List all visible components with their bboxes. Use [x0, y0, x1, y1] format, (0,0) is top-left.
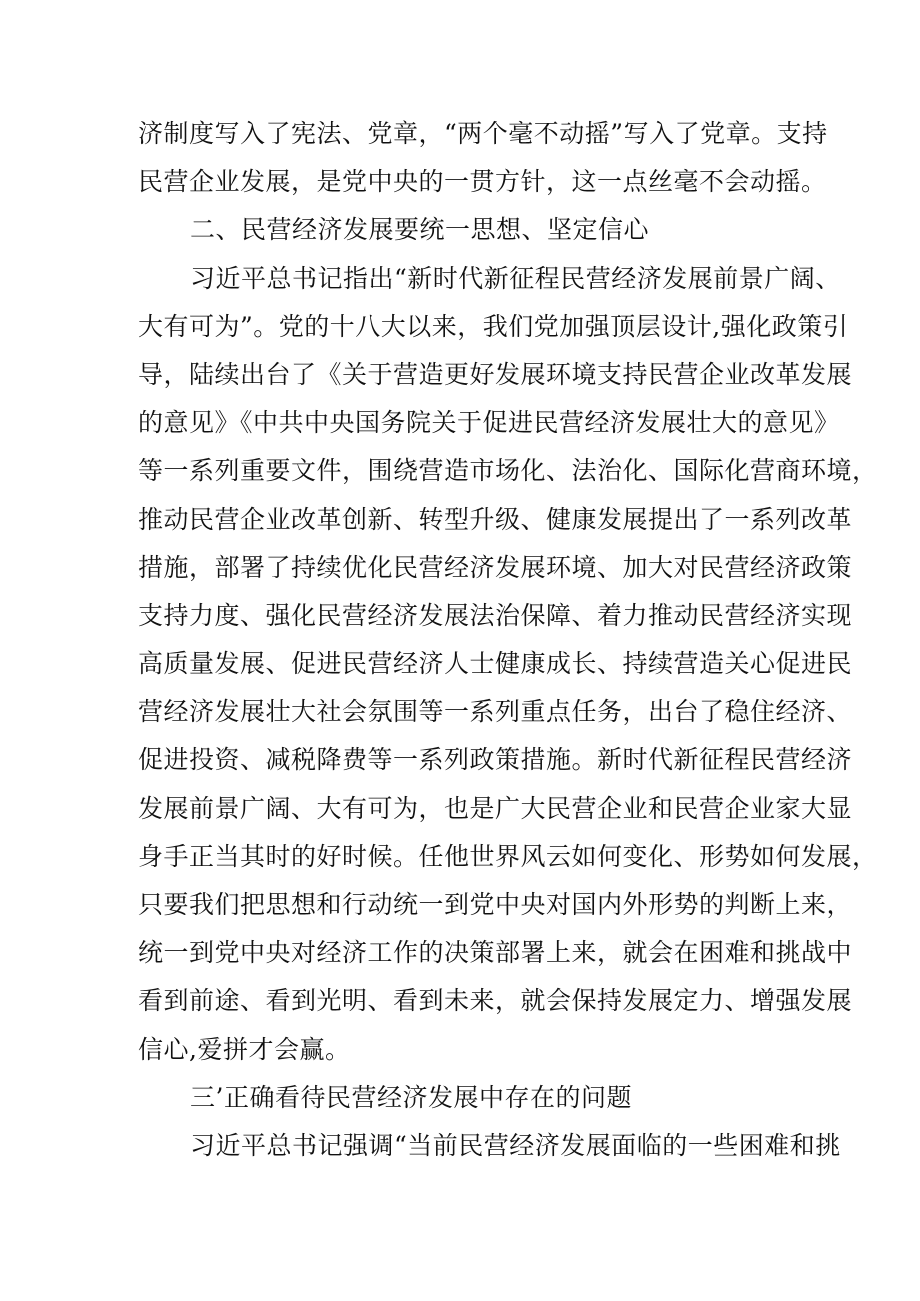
section-heading-3: 三’正确看待民营经济发展中存在的问题 [190, 1082, 632, 1112]
text-line: 发展前景广阔、大有可为，也是广大民营企业和民营企业家大显 [138, 793, 853, 823]
text-line: 信心,爱拼才会赢。 [138, 1034, 351, 1064]
text-line: 支持力度、强化民营经济发展法治保障、着力推动民营经济实现 [138, 600, 853, 630]
document-body [138, 110, 878, 1170]
text-line: 高质量发展、促进民营经济人士健康成长、持续营造关心促进民 [138, 649, 853, 679]
text-line: 只要我们把思想和行动统一到党中央对国内外形势的判断上来， [138, 890, 853, 919]
text-line: 习近平总书记强调“当前民营经济发展面临的一些困难和挑 [190, 1130, 841, 1160]
section-heading-2: 二、民营经济发展要统一思想、坚定信心 [190, 215, 650, 245]
text-line: 看到前途、看到光明、看到未来，就会保持发展定力、增强发展 [138, 986, 853, 1016]
text-line: 的意见》《中共中央国务院关于促进民营经济发展壮大的意见》 [138, 408, 840, 438]
text-line: 等一系列重要文件，围绕营造市场化、法治化、国际化营商环境， [138, 456, 878, 486]
text-line: 导，陆续出台了《关于营造更好发展环境支持民营企业改革发展 [138, 359, 853, 389]
text-line: 营经济发展壮大社会氛围等一系列重点任务，出台了稳住经济、 [138, 697, 853, 727]
text-line: 措施，部署了持续优化民营经济发展环境、加大对民营经济政策 [138, 552, 853, 582]
text-line: 身手正当其时的好时候。任他世界风云如何变化、形势如何发展， [138, 841, 878, 871]
text-line: 习近平总书记指出“新时代新征程民营经济发展前景广阔、 [190, 263, 841, 293]
text-line: 统一到党中央对经济工作的决策部署上来，就会在困难和挑战中 [138, 938, 853, 968]
text-line: 民营企业发展，是党中央的一贯方针，这一点丝毫不会动摇。 [138, 167, 827, 197]
text-line: 大有可为”。党的十八大以来，我们党加强顶层设计,强化政策引 [138, 311, 849, 341]
text-line: 促进投资、减税降费等一系列政策措施。新时代新征程民营经济 [138, 745, 853, 775]
text-line: 济制度写入了宪法、党章，“两个毫不动摇”写入了党章。支持 [138, 119, 828, 148]
text-line: 推动民营企业改革创新、转型升级、健康发展提出了一系列改革 [138, 504, 853, 534]
